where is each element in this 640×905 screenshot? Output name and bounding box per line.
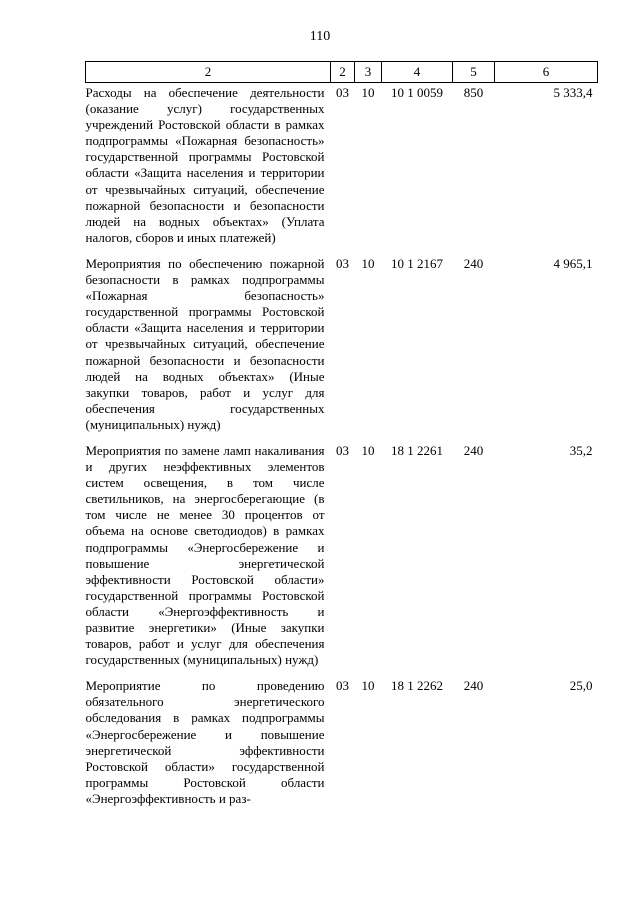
header-target-item: 4 [382,62,453,83]
row-subsection: 10 [361,442,375,458]
row-amount: 5 333,4 [553,85,593,100]
row-subsection: 10 [361,678,375,694]
row-target-item: 10 1 0059 [391,85,443,100]
row-section: 03 [336,85,349,100]
table-header-row [86,62,598,83]
row-subsection: 10 [361,255,375,271]
row-section: 03 [336,678,349,694]
header-subsection: 3 [355,62,382,83]
row-expense-type: 240 [463,255,484,271]
row-target-item: 18 1 2261 [391,442,443,458]
table-row [86,254,598,441]
row-description: Мероприятие по проведению обязательного энергетического обследования в рамках подпрограммы «Энергосбережение и повышение энергетической эффективности Ростовской области» государственной программы Ростовской области «Энергоэффективность и раз- [85,678,325,806]
row-description: Расходы на обеспечение деятельности (оказание услуг) государственных учреждений Ростовской области в рамках подпрограммы «Пожарная безопасность» государственной программы Ростовской области «Защита населения и территории от чрезвычайных ситуаций, обеспечение пожарной безопасности и безопасности людей на водных объектах» (Уплата налогов, сборов и иных платежей) [85,85,325,245]
table-row [86,676,598,807]
header-description: 2 [86,62,331,83]
row-description: Мероприятия по замене ламп накаливания и других неэффективных элементов систем освещения, в том числе светильников, на энергосберегающие (в том числе не менее 30 процентов от объема на основе светодиодов) в рамках подпрограммы «Энергосбережение и повышение энергетической эффективности Ростовской области» государственной программы Ростовской области «Энергоэффективность и развитие энергетики» (Иные закупки товаров, работ и услуг для обеспечения государственных (муниципальных) нужд) [85,442,325,668]
row-amount: 35,2 [569,442,593,458]
row-subsection: 10 [361,85,375,100]
row-amount: 25,0 [569,678,593,694]
header-section: 2 [331,62,355,83]
row-section: 03 [336,442,349,458]
row-target-item: 10 1 2167 [391,255,443,271]
table-row [86,83,598,254]
row-expense-type: 240 [463,442,484,458]
table-row [86,441,598,676]
header-amount: 6 [495,62,598,83]
header-expense-type: 5 [453,62,495,83]
row-description: Мероприятия по обеспечению пожарной безопасности в рамках подпрограммы «Пожарная безопасность» государственной программы Ростовской области «Защита населения и территории от чрезвычайных ситуаций, обеспечение пожарной безопасности и безопасности людей на водных объектах» (Иные закупки товаров, работ и услуг для обеспечения государственных (муниципальных) нужд) [85,255,325,432]
page-number: 110 [309,29,331,44]
row-expense-type: 240 [463,678,484,694]
row-target-item: 18 1 2262 [391,678,443,694]
budget-table [85,61,598,807]
row-section: 03 [336,255,349,271]
row-expense-type: 850 [463,85,484,100]
row-amount: 4 965,1 [553,255,593,271]
